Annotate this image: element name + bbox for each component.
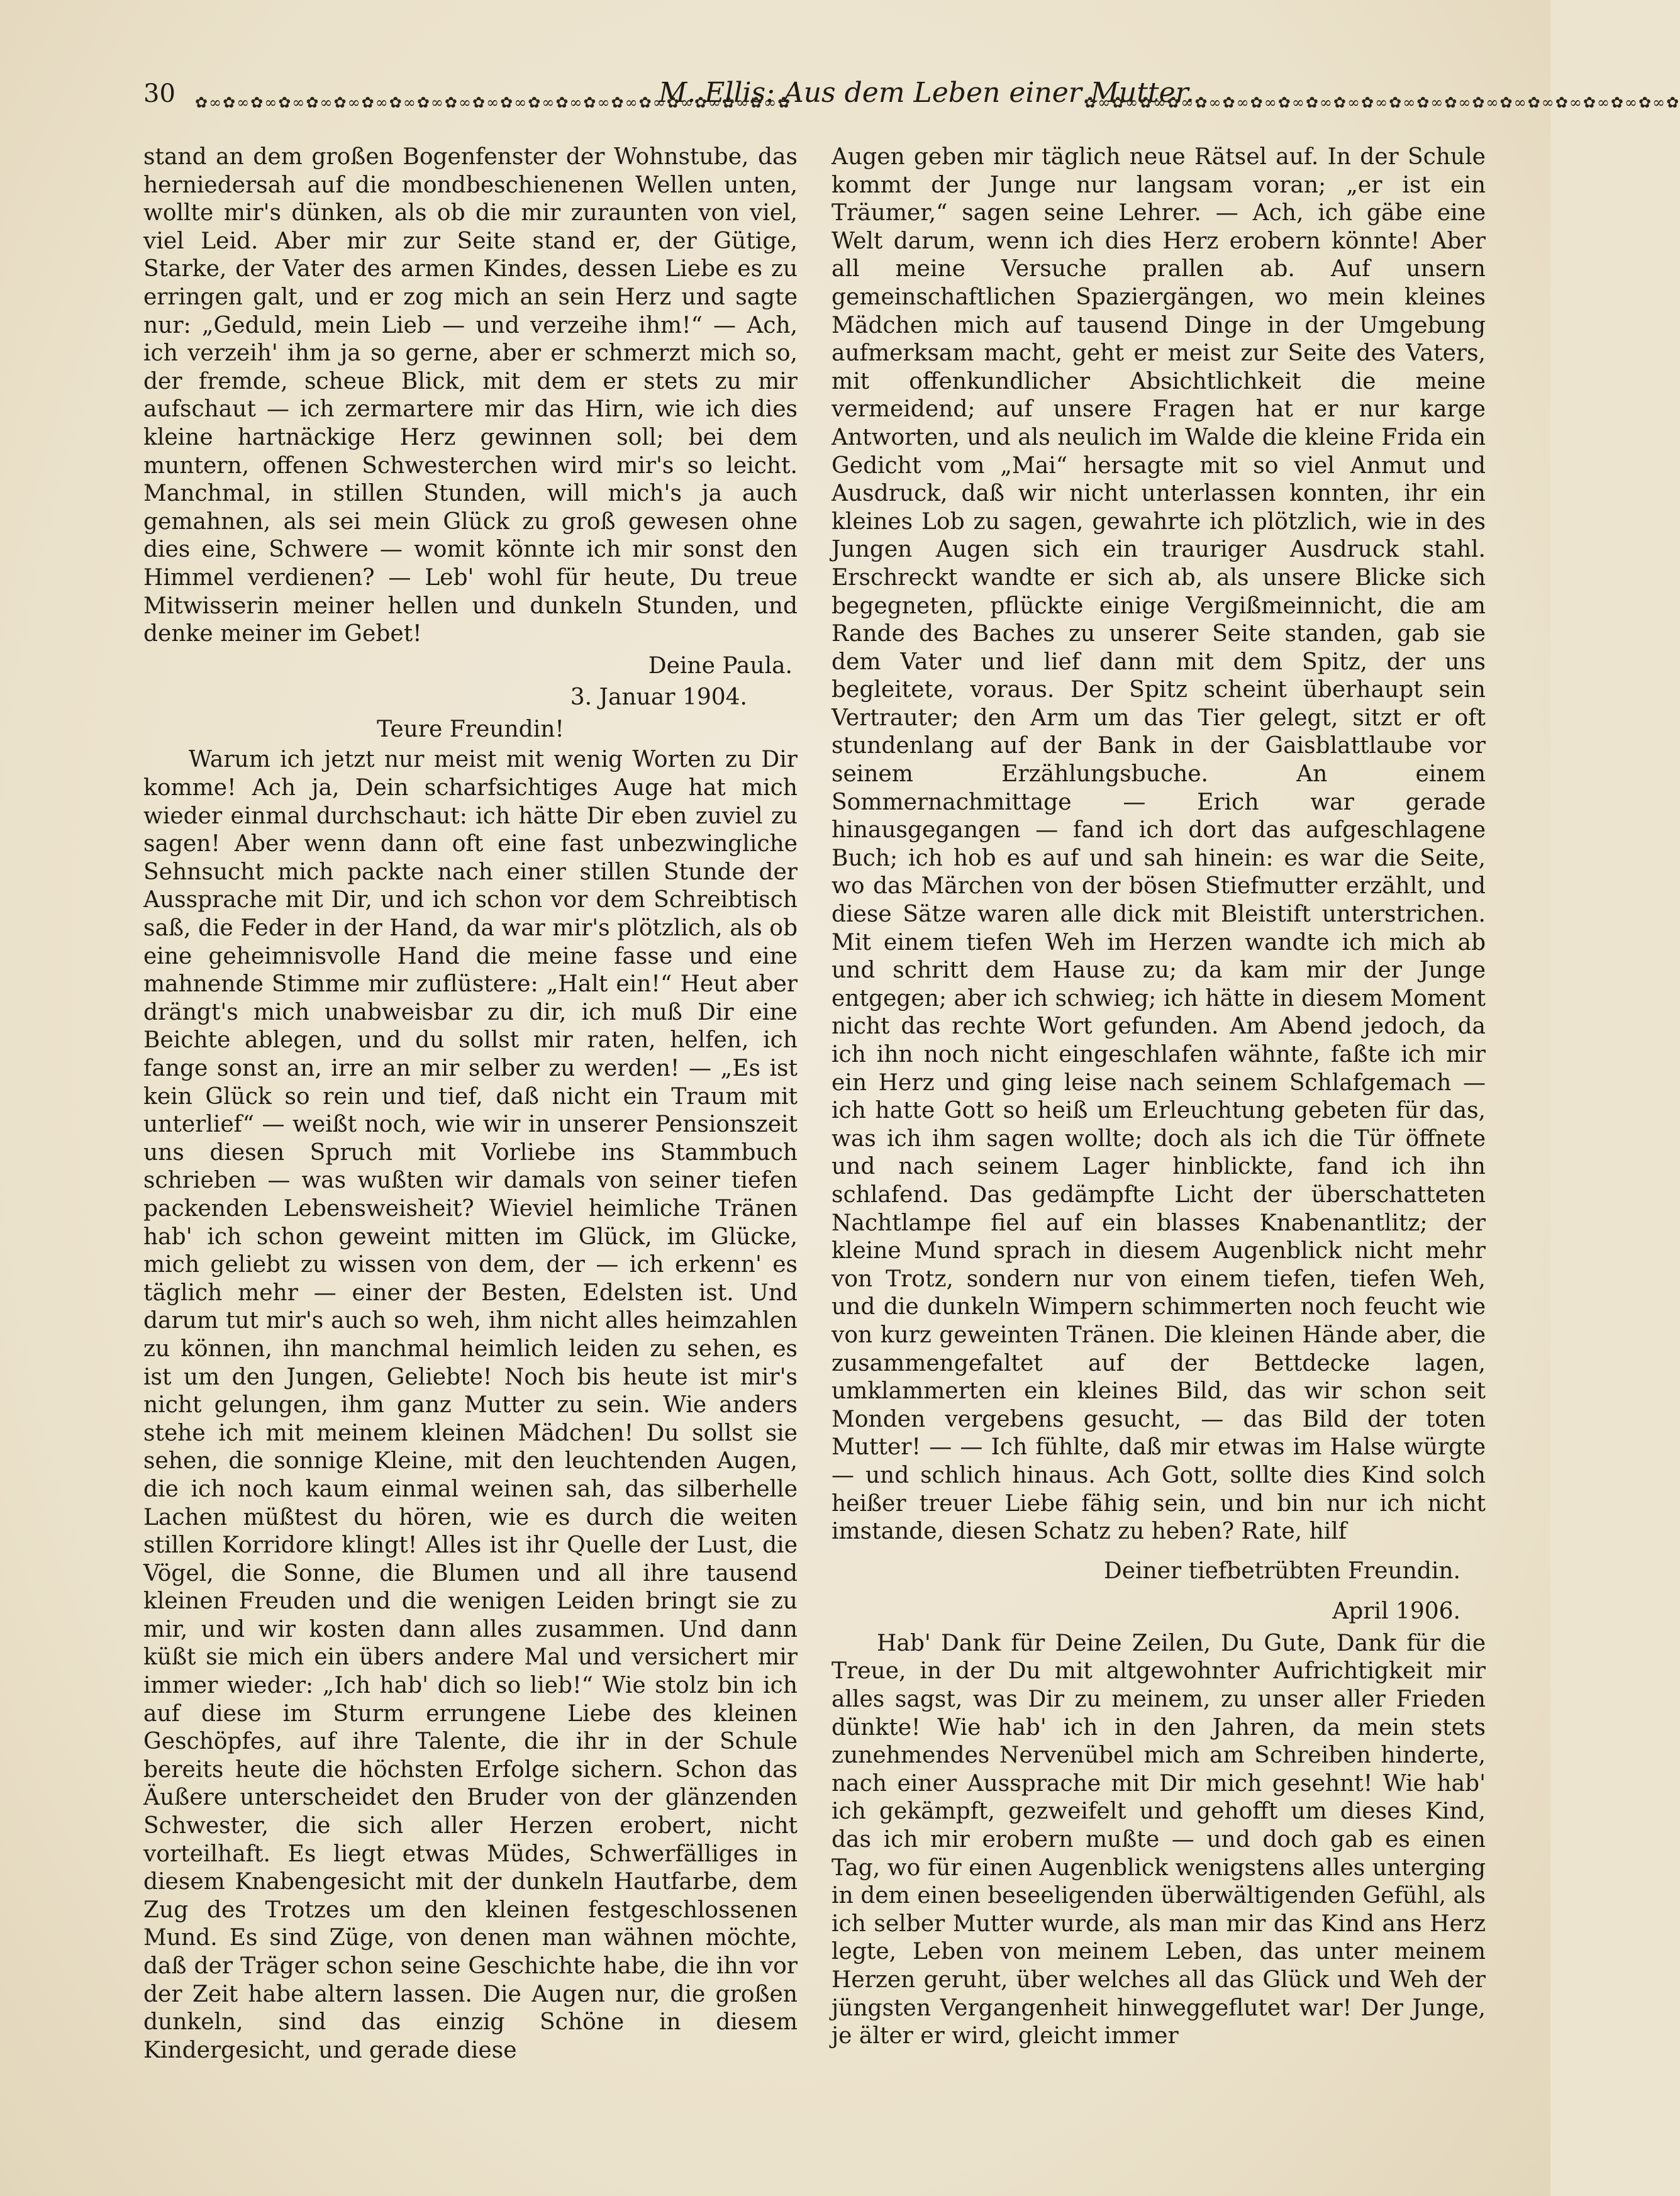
letter-paragraph: Warum ich jetzt nur meist mit wenig Worten zu Dir komme! Ach ja, Dein scharfsichtiges Auge hat mich wieder einmal durchschaut: ich hätte Dir eben zuviel zu sagen! Aber wenn dann oft eine fast unbezwingliche Sehnsucht mich packte nach einer stillen Stunde der Aussprache mit Dir, und ich schon vor dem Schreibtisch saß, die Feder in der Hand, da war mir's plötzlich, als ob eine geheimnisvolle Hand die meine fasse und eine mahnende Stimme mir zuflüstere: „Halt ein!“ Heut aber drängt's mich unabweisbar zu dir, ich muß Dir eine Beichte ablegen, und du sollst mir raten, helfen, ich fange sonst an, irre an mir selber zu werden! — „Es ist kein Glück so rein und tief, daß nicht ein Traum mit unterlief“ — weißt noch, wie wir in unserer Pensionszeit uns diesen Spruch mit Vorliebe ins Stammbuch schrieben — was wußten wir damals von seiner tiefen packenden Lebensweisheit? Wieviel heimliche Tränen hab' ich schon geweint mitten im Glück, im Glücke, mich geliebt zu wissen von dem, der — ich erkenn' es täglich mehr — einer der Besten, Edelsten ist. Und darum tut mir's auch so weh, ihm nicht alles heimzahlen zu können, ihn manchmal heimlich leiden zu sehen, es ist um den Jungen, Geliebte! Noch bis heute ist mir's nicht gelungen, ihm ganz Mutter zu sein. Wie anders stehe ich mit meinem kleinen Mädchen! Du sollst sie sehen, die sonnige Kleine, mit den leuchtenden Augen, die ich noch kaum einmal weinen sah, das silberhelle Lachen müßtest du hören, wie es durch die weiten stillen Korridore klingt! Alles ist ihr Quelle der Lust, die Vögel, die Sonne, die Blumen und all ihre tausend kleinen Freuden und die wenigen Leiden bringt sie zu mir, und wir kosten dann alles zusammen. Und dann küßt sie mich ein übers andere Mal und versichert mir immer wieder: „Ich hab' dich so lieb!“ Wie stolz bin ich auf diese im Sturm errungene Liebe des kleinen Geschöpfes, auf ihre Talente, die ihr in der Schule bereits heute die höchsten Erfolge sichern. Schon das Äußere unterscheidet den Bruder von der glänzenden Schwester, die sich aller Herzen erobert, nicht vorteilhaft. Es liegt etwas Müdes, Schwerfälliges in diesem Knabengesicht mit der dunkeln Hautfarbe, dem Zug des Trotzes um den kleinen festgeschlossenen Mund. Es sind Züge, von denen man wähnen möchte, daß der Träger schon seine Geschichte habe, die ihn vor der Zeit habe altern lassen. Die Augen nur, die großen dunkeln, sind das einzig Schöne in diesem Kindergesicht, und gerade diese [143, 747, 798, 2063]
left-column [143, 143, 798, 2065]
letter-date: April 1906. [1332, 1598, 1460, 1625]
letter-signature: Deine Paula. [648, 652, 793, 679]
page-header [143, 77, 1680, 121]
letter-paragraph: stand an dem großen Bogenfenster der Wohnstube, das herniedersah auf die mondbeschienenen Wellen unten, wollte mir's dünken, als ob die mir zuraunten von viel, viel Leid. Aber mir zur Seite stand er, der Gütige, Starke, der Vater des armen Kindes, dessen Liebe es zu erringen galt, und er zog mich an sein Herz und sagte nur: „Geduld, mein Lieb — und verzeihe ihm!“ — Ach, ich verzeih' ihm ja so gerne, aber er schmerzt mich so, der fremde, scheue Blick, mit dem er stets zu mir aufschaut — ich zermartere mir das Hirn, wie ich dies kleine hartnäckige Herz gewinnen soll; bei dem muntern, offenen Schwesterchen wird mir's so leicht. Manchmal, in stillen Stunden, will mich's ja auch gemahnen, als sei mein Glück zu groß gewesen ohne dies eine, Schwere — womit könnte ich mir sonst den Himmel verdienen? — Leb' wohl für heute, Du treue Mitwisserin meiner hellen und dunkeln Stunden, und denke meiner im Gebet! [143, 144, 798, 647]
letter-date: 3. Januar 1904. [570, 684, 747, 711]
letter-paragraph: Augen geben mir täglich neue Rätsel auf. In der Schule kommt der Junge nur langsam voran; „er ist ein Träumer,“ sagen seine Lehrer. — Ach, ich gäbe eine Welt darum, wenn ich dies Herz erobern könnte! Aber all meine Versuche prallen ab. Auf unsern gemeinschaftlichen Spaziergängen, wo mein kleines Mädchen mich auf tausend Dinge in der Umgebung aufmerksam macht, geht er meist zur Seite des Vaters, mit offenkundlicher Absichtlichkeit die meine vermeidend; auf unsere Fragen hat er nur karge Antworten, und als neulich im Walde die kleine Frida ein Gedicht vom „Mai“ hersagte mit so viel Anmut und Ausdruck, daß wir nicht unterlassen konnten, ihr ein kleines Lob zu sagen, gewahrte ich plötzlich, wie in des Jungen Augen sich ein trauriger Ausdruck stahl. Erschreckt wandte er sich ab, als unsere Blicke sich begegneten, pflückte einige Vergißmeinnicht, die am Rande des Baches zu unserer Seite standen, gab sie dem Vater und lief dann mit dem Spitz, der uns begleitete, voraus. Der Spitz scheint überhaupt sein Vertrauter; den Arm um das Tier gelegt, sitzt er oft stundenlang auf der Bank in der Gaisblattlaube vor seinem Erzählungsbuche. An einem Sommernachmittage — Erich war gerade hinausgegangen — fand ich dort das aufgeschlagene Buch; ich hob es auf und sah hinein: es war die Seite, wo das Märchen von der bösen Stiefmutter erzählt, und diese Sätze waren alle dick mit Bleistift unterstrichen. Mit einem tiefen Weh im Herzen wandte ich mich ab und schritt dem Hause zu; da kam mir der Junge entgegen; aber ich schwieg; ich hätte in diesem Moment nicht das rechte Wort gefunden. Am Abend jedoch, da ich ihn noch nicht eingeschlafen wähnte, faßte ich mir ein Herz und ging leise nach seinem Schlafgemach — ich hatte Gott so heiß um Erleuchtung gebeten für das, was ich ihm sagen wollte; doch als ich die Tür öffnete und nach seinem Lager hinblickte, fand ich ihn schlafend. Das gedämpfte Licht der überschatteten Nachtlampe fiel auf ein blasses Knabenantlitz; der kleine Mund sprach in diesem Augenblick nicht mehr von Trotz, sondern nur von einem tiefen, tiefen Weh, und die dunkeln Wimpern schimmerten noch feucht wie von kurz geweinten Tränen. Die kleinen Hände aber, die zusammengefaltet auf der Bettdecke lagen, umklammerten ein kleines Bild, das wir schon seit Monden vergebens gesucht, — das Bild der toten Mutter! — — Ich fühlte, daß mir etwas im Halse würgte — und schlich hinaus. Ach Gott, sollte dies Kind solch heißer treuer Liebe fähig sein, und bin nur ich nicht imstande, diesen Schatz zu heben? Rate, hilf [832, 144, 1486, 1545]
letter-paragraph: Hab' Dank für Deine Zeilen, Du Gute, Dank für die Treue, in der Du mit altgewohnter Aufrichtigkeit mir alles sagst, was Dir zu meinem, zu unser aller Frieden dünkte! Wie hab' ich in den Jahren, da mein stets zunehmendes Nervenübel mich am Schreiben hinderte, nach einer Aussprache mit Dir mich gesehnt! Wie hab' ich gekämpft, gezweifelt und gehofft um dieses Kind, das ich mir erobern mußte — und doch gab es einen Tag, wo für einen Augenblick wenigstens alles unterging in dem einen beseeligenden überwältigenden Gefühl, als ich selber Mutter wurde, als man mir das Kind ans Herz legte, Leben von meinem Leben, das unter meinem Herzen geruht, über welches all das Glück und Weh der jüngsten Vergangenheit hinweggeflutet war! Der Junge, je älter er wird, gleicht immer [832, 1630, 1486, 2049]
page-number: 30 [143, 79, 175, 108]
header-ornament-right: ✿∞✿∞✿∞✿∞✿∞✿∞✿∞✿∞✿∞✿∞✿∞✿∞✿∞✿∞✿∞✿∞✿∞✿∞✿∞✿∞✿∞✿ [1084, 94, 1680, 111]
right-column [832, 143, 1486, 2051]
running-title: M. Ellis: Aus dem Leben einer Mutter. [659, 77, 1194, 109]
header-ornament-left: ✿∞✿∞✿∞✿∞✿∞✿∞✿∞✿∞✿∞✿∞✿∞✿∞✿∞✿∞✿∞✿∞✿∞✿∞✿∞✿∞✿∞✿ [195, 94, 792, 111]
letter-salutation: Teure Freundin! [377, 716, 564, 742]
letter-signature: Deiner tiefbetrübten Freundin. [1103, 1558, 1460, 1584]
